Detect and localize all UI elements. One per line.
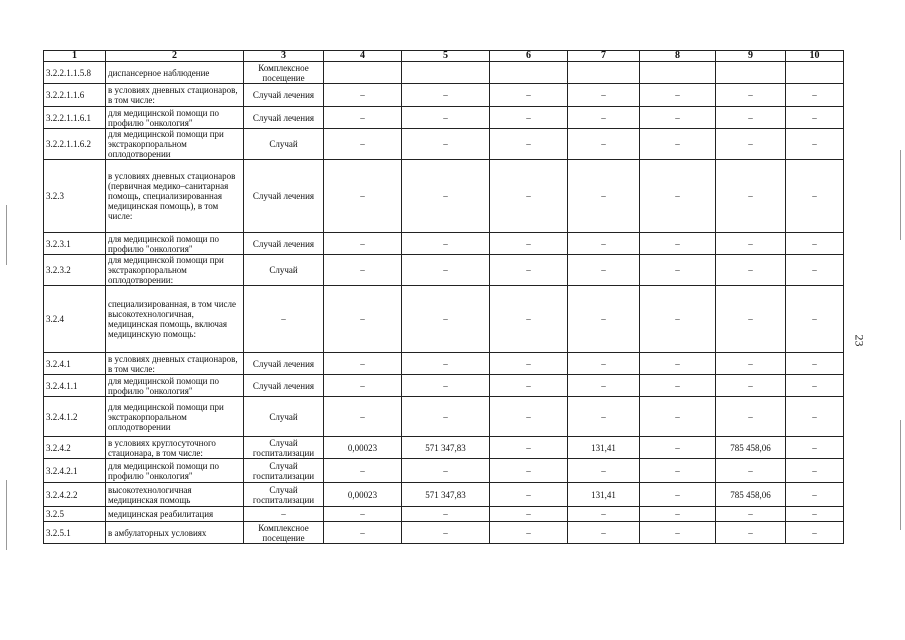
cell-value: – bbox=[568, 397, 640, 437]
cell-value: – bbox=[640, 459, 716, 483]
cell-value: – bbox=[324, 375, 402, 397]
cell-value: – bbox=[640, 129, 716, 160]
row-code: 3.2.4.2.2 bbox=[44, 483, 106, 507]
right-edge-mark bbox=[900, 420, 901, 530]
column-header: 4 bbox=[324, 51, 402, 62]
row-name: для медицинской помощи при экстракорпоральном оплодотворении bbox=[106, 129, 244, 160]
cell-value bbox=[786, 62, 844, 84]
data-table bbox=[43, 50, 844, 544]
table-row bbox=[44, 397, 844, 437]
cell-value: – bbox=[568, 233, 640, 255]
cell-value: 785 458,06 bbox=[716, 437, 786, 459]
row-unit: Случай госпитализации bbox=[244, 459, 324, 483]
row-code: 3.2.2.1.1.6.2 bbox=[44, 129, 106, 160]
cell-value: – bbox=[324, 84, 402, 107]
cell-value: – bbox=[402, 286, 490, 353]
cell-value: 131,41 bbox=[568, 437, 640, 459]
cell-value: – bbox=[490, 353, 568, 375]
table-row bbox=[44, 483, 844, 507]
cell-value: – bbox=[490, 437, 568, 459]
cell-value: – bbox=[568, 507, 640, 522]
cell-value: – bbox=[716, 375, 786, 397]
cell-value: – bbox=[490, 160, 568, 233]
cell-value: – bbox=[716, 233, 786, 255]
table-row bbox=[44, 84, 844, 107]
cell-value: – bbox=[716, 255, 786, 286]
cell-value bbox=[402, 62, 490, 84]
row-unit: Случай bbox=[244, 129, 324, 160]
cell-value: 0,00023 bbox=[324, 437, 402, 459]
header-row bbox=[44, 51, 844, 62]
column-header: 1 bbox=[44, 51, 106, 62]
row-name: для медицинской помощи по профилю "онкология" bbox=[106, 233, 244, 255]
cell-value: – bbox=[786, 522, 844, 544]
right-edge-mark bbox=[900, 150, 901, 240]
cell-value: – bbox=[324, 397, 402, 437]
cell-value: 0,00023 bbox=[324, 483, 402, 507]
cell-value: – bbox=[786, 107, 844, 129]
cell-value: – bbox=[716, 107, 786, 129]
cell-value: 785 458,06 bbox=[716, 483, 786, 507]
row-name: в амбулаторных условиях bbox=[106, 522, 244, 544]
row-unit: Комплексное посещение bbox=[244, 522, 324, 544]
column-header: 6 bbox=[490, 51, 568, 62]
cell-value: – bbox=[402, 459, 490, 483]
row-name: для медицинской помощи по профилю "онкология" bbox=[106, 375, 244, 397]
row-unit: Случай лечения bbox=[244, 84, 324, 107]
cell-value: – bbox=[786, 397, 844, 437]
row-unit: Случай госпитализации bbox=[244, 437, 324, 459]
row-name: специализированная, в том числе высокотехнологичная, медицинская помощь, включая медицинскую помощь: bbox=[106, 286, 244, 353]
cell-value: – bbox=[490, 84, 568, 107]
cell-value: – bbox=[716, 522, 786, 544]
row-unit: Случай лечения bbox=[244, 107, 324, 129]
cell-value: – bbox=[324, 129, 402, 160]
cell-value: 131,41 bbox=[568, 483, 640, 507]
cell-value: – bbox=[568, 459, 640, 483]
cell-value: – bbox=[490, 459, 568, 483]
cell-value: – bbox=[324, 353, 402, 375]
table-body bbox=[44, 62, 844, 544]
cell-value bbox=[324, 62, 402, 84]
cell-value: – bbox=[640, 255, 716, 286]
cell-value: 571 347,83 bbox=[402, 437, 490, 459]
cell-value: – bbox=[640, 160, 716, 233]
cell-value: – bbox=[568, 522, 640, 544]
row-code: 3.2.4.1 bbox=[44, 353, 106, 375]
row-name: в условиях дневных стационаров, в том числе: bbox=[106, 84, 244, 107]
row-unit: Случай лечения bbox=[244, 353, 324, 375]
cell-value: – bbox=[402, 353, 490, 375]
row-code: 3.2.4.1.1 bbox=[44, 375, 106, 397]
row-code: 3.2.3.2 bbox=[44, 255, 106, 286]
cell-value: – bbox=[716, 397, 786, 437]
cell-value: – bbox=[402, 107, 490, 129]
row-unit: – bbox=[244, 286, 324, 353]
cell-value: – bbox=[640, 437, 716, 459]
left-edge-mark bbox=[6, 205, 7, 265]
cell-value: – bbox=[640, 375, 716, 397]
row-code: 3.2.4.2.1 bbox=[44, 459, 106, 483]
cell-value: – bbox=[402, 233, 490, 255]
row-code: 3.2.4.2 bbox=[44, 437, 106, 459]
cell-value: – bbox=[640, 522, 716, 544]
cell-value: – bbox=[786, 160, 844, 233]
row-code: 3.2.5.1 bbox=[44, 522, 106, 544]
cell-value: – bbox=[402, 522, 490, 544]
cell-value: – bbox=[324, 255, 402, 286]
table-row bbox=[44, 233, 844, 255]
cell-value: – bbox=[786, 375, 844, 397]
cell-value: – bbox=[490, 375, 568, 397]
table-row bbox=[44, 522, 844, 544]
cell-value: – bbox=[324, 160, 402, 233]
cell-value: – bbox=[490, 397, 568, 437]
column-header: 8 bbox=[640, 51, 716, 62]
left-edge-mark bbox=[6, 480, 7, 550]
cell-value: – bbox=[640, 353, 716, 375]
cell-value: – bbox=[786, 507, 844, 522]
table-row bbox=[44, 353, 844, 375]
cell-value: – bbox=[490, 255, 568, 286]
cell-value bbox=[640, 62, 716, 84]
cell-value: – bbox=[568, 107, 640, 129]
cell-value: – bbox=[490, 129, 568, 160]
cell-value bbox=[716, 62, 786, 84]
row-unit: Случай лечения bbox=[244, 233, 324, 255]
cell-value: – bbox=[490, 483, 568, 507]
table-row bbox=[44, 507, 844, 522]
cell-value: – bbox=[716, 286, 786, 353]
column-header: 7 bbox=[568, 51, 640, 62]
table-row bbox=[44, 459, 844, 483]
cell-value: – bbox=[786, 437, 844, 459]
cell-value: – bbox=[786, 353, 844, 375]
cell-value bbox=[568, 62, 640, 84]
cell-value: – bbox=[716, 129, 786, 160]
row-unit: Случай лечения bbox=[244, 160, 324, 233]
cell-value: – bbox=[402, 507, 490, 522]
cell-value: – bbox=[716, 160, 786, 233]
cell-value: – bbox=[786, 286, 844, 353]
cell-value: 571 347,83 bbox=[402, 483, 490, 507]
cell-value: – bbox=[568, 160, 640, 233]
cell-value: – bbox=[640, 107, 716, 129]
cell-value: – bbox=[490, 233, 568, 255]
column-header: 5 bbox=[402, 51, 490, 62]
cell-value: – bbox=[568, 255, 640, 286]
row-code: 3.2.2.1.1.6.1 bbox=[44, 107, 106, 129]
table-row bbox=[44, 255, 844, 286]
cell-value: – bbox=[490, 507, 568, 522]
row-unit: Случай лечения bbox=[244, 375, 324, 397]
cell-value: – bbox=[324, 286, 402, 353]
row-name: в условиях круглосуточного стационара, в том числе: bbox=[106, 437, 244, 459]
row-code: 3.2.2.1.1.5.8 bbox=[44, 62, 106, 84]
cell-value bbox=[490, 62, 568, 84]
row-code: 3.2.5 bbox=[44, 507, 106, 522]
cell-value: – bbox=[640, 483, 716, 507]
cell-value: – bbox=[716, 459, 786, 483]
cell-value: – bbox=[402, 255, 490, 286]
row-name: в условиях дневных стационаров (первичная медико–санитарная помощь, специализированная медицинская помощь), в том числе: bbox=[106, 160, 244, 233]
cell-value: – bbox=[568, 375, 640, 397]
cell-value: – bbox=[786, 233, 844, 255]
table-row bbox=[44, 62, 844, 84]
table-row bbox=[44, 437, 844, 459]
row-name: для медицинской помощи по профилю "онкология" bbox=[106, 459, 244, 483]
row-name: в условиях дневных стационаров, в том числе: bbox=[106, 353, 244, 375]
column-header: 10 bbox=[786, 51, 844, 62]
row-unit: Случай bbox=[244, 397, 324, 437]
table-row bbox=[44, 286, 844, 353]
row-unit: Комплексное посещение bbox=[244, 62, 324, 84]
row-unit: Случай госпитализации bbox=[244, 483, 324, 507]
cell-value: – bbox=[490, 286, 568, 353]
table-row bbox=[44, 129, 844, 160]
row-code: 3.2.4 bbox=[44, 286, 106, 353]
cell-value: – bbox=[716, 507, 786, 522]
cell-value: – bbox=[402, 84, 490, 107]
column-header: 9 bbox=[716, 51, 786, 62]
cell-value: – bbox=[568, 84, 640, 107]
row-code: 3.2.3 bbox=[44, 160, 106, 233]
cell-value: – bbox=[786, 255, 844, 286]
row-name: для медицинской помощи по профилю "онкология" bbox=[106, 107, 244, 129]
cell-value: – bbox=[786, 483, 844, 507]
row-unit: – bbox=[244, 507, 324, 522]
row-name: для медицинской помощи при экстракорпоральном оплодотворении bbox=[106, 397, 244, 437]
row-name: диспансерное наблюдение bbox=[106, 62, 244, 84]
cell-value: – bbox=[490, 107, 568, 129]
cell-value: – bbox=[324, 507, 402, 522]
table-row bbox=[44, 107, 844, 129]
row-code: 3.2.4.1.2 bbox=[44, 397, 106, 437]
row-code: 3.2.3.1 bbox=[44, 233, 106, 255]
cell-value: – bbox=[402, 129, 490, 160]
row-code: 3.2.2.1.1.6 bbox=[44, 84, 106, 107]
cell-value: – bbox=[640, 84, 716, 107]
cell-value: – bbox=[568, 129, 640, 160]
cell-value: – bbox=[568, 286, 640, 353]
cell-value: – bbox=[786, 84, 844, 107]
cell-value: – bbox=[716, 353, 786, 375]
cell-value: – bbox=[402, 397, 490, 437]
row-name: высокотехнологичная медицинская помощь bbox=[106, 483, 244, 507]
cell-value: – bbox=[640, 507, 716, 522]
cell-value: – bbox=[324, 522, 402, 544]
column-header: 3 bbox=[244, 51, 324, 62]
row-name: для медицинской помощи при экстракорпоральном оплодотворении: bbox=[106, 255, 244, 286]
cell-value: – bbox=[324, 107, 402, 129]
cell-value: – bbox=[402, 160, 490, 233]
column-header: 2 bbox=[106, 51, 244, 62]
cell-value: – bbox=[786, 459, 844, 483]
table-row bbox=[44, 375, 844, 397]
cell-value: – bbox=[786, 129, 844, 160]
row-unit: Случай bbox=[244, 255, 324, 286]
cell-value: – bbox=[640, 286, 716, 353]
cell-value: – bbox=[324, 233, 402, 255]
row-name: медицинская реабилитация bbox=[106, 507, 244, 522]
cell-value: – bbox=[324, 459, 402, 483]
cell-value: – bbox=[640, 397, 716, 437]
cell-value: – bbox=[490, 522, 568, 544]
cell-value: – bbox=[568, 353, 640, 375]
cell-value: – bbox=[402, 375, 490, 397]
cell-value: – bbox=[640, 233, 716, 255]
page-number: 23 bbox=[852, 334, 867, 347]
table-row bbox=[44, 160, 844, 233]
cell-value: – bbox=[716, 84, 786, 107]
